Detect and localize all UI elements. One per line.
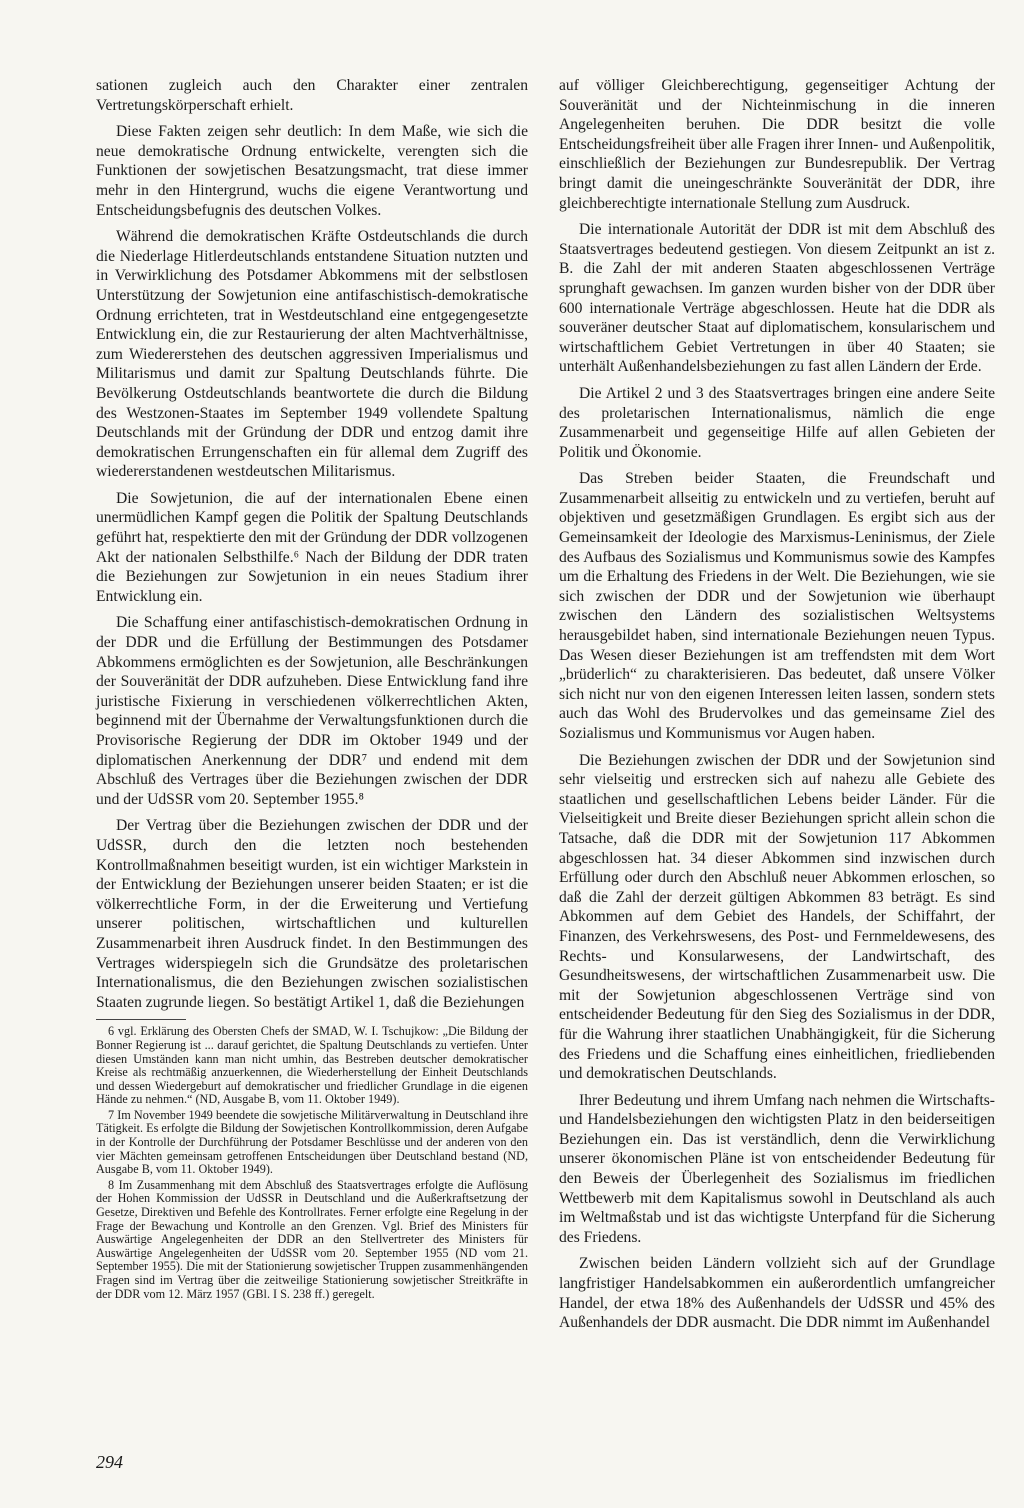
paragraph: Die Sowjetunion, die auf der internationalen Ebene einen unermüdlichen Kampf gegen die Politik der Spaltung Deutschlands geführt hat, respektierte den mit der Gründung der DDR vollzogenen Akt der nationalen Selbsthilfe.⁶ Nach der Bildung der DDR traten die Beziehungen zur Sowjetunion in ein neues Stadium ihrer Entwicklung ein.: [96, 489, 528, 605]
paragraph: Diese Fakten zeigen sehr deutlich: In dem Maße, wie sich die neue demokratische Ordnung entwickelte, verengten sich die Funktionen der sowjetischen Besatzungsmacht, trat diese immer mehr in den Hintergrund, wuchs die eigene Verantwortung und Entscheidungsbefugnis des deutschen Volkes.: [96, 123, 528, 219]
right-column: [559, 76, 995, 1340]
paragraph: Der Vertrag über die Beziehungen zwischen der DDR und der UdSSR, durch den die letzten noch bestehenden Kontrollmaßnahmen beseitigt wurden, ist ein wichtiger Markstein in der Entwicklung der Beziehungen unserer beiden Staaten; er ist die völkerrechtliche Form, in der die Erweiterung und Vertiefung unserer politischen, wirtschaftlichen und kulturellen Zusammenarbeit ihren Ausdruck findet. In den Bestimmungen des Vertrages widerspiegeln sich die Grundsätze des proletarischen Internationalismus, die den Beziehungen zwischen sozialistischen Staaten zugrunde liegen. So bestätigt Artikel 1, daß die Beziehungen: [96, 817, 528, 1011]
footnote: 8 Im Zusammenhang mit dem Abschluß des Staatsvertrages erfolgte die Auflösung der Hohen Kommission der UdSSR in Deutschland und die Außerkraftsetzung der Gesetze, Direktiven und Befehle des Kontrollrates. Ferner erfolgte eine Regelung in der Frage der Bewachung und Kontrolle an den Grenzen. Vgl. Brief des Ministers für Auswärtige Angelegenheiten der DDR an den Stellvertreter des Ministers für Auswärtige Angelegenheiten der UdSSR vom 20. September 1955 (ND vom 21. September 1955). Die mit der Stationierung sowjetischer Truppen zusammenhängenden Fragen sind im Vertrag über die zeitweilige Stationierung sowjetischer Streitkräfte in der DDR vom 12. März 1957 (GBl. I S. 238 ff.) geregelt.: [96, 1177, 528, 1301]
paragraph: auf völliger Gleichberechtigung, gegenseitiger Achtung der Souveränität und der Nichteinmischung in die inneren Angelegenheiten beruhen. Die DDR besitzt die volle Entscheidungsfreiheit über alle Fragen ihrer Innen- und Außenpolitik, einschließlich der Beziehungen zur Bundesrepublik. Der Vertrag bringt damit die uneingeschränkte Souveränität der DDR, ihre gleichberechtigte internationale Stellung zum Ausdruck.: [559, 77, 995, 212]
footnote-separator: [96, 1019, 186, 1020]
paragraph: Während die demokratischen Kräfte Ostdeutschlands die durch die Niederlage Hitlerdeutschlands entstandene Situation nutzten und in Verwirklichung des Potsdamer Abkommens mit der selbstlosen Unterstützung der Sowjetunion eine antifaschistisch-demokratische Ordnung errichteten, trat in Westdeutschland eine entgegengesetzte Entwicklung ein, die zur Restaurierung der alten Machtverhältnisse, zum Wiedererstehen des deutschen aggressiven Imperialismus und Militarismus und damit zur Spaltung Deutschlands führte. Die Bevölkerung Ostdeutschlands beantwortete die durch die Bildung des Westzonen-Staates im September 1949 vollendete Spaltung Deutschlands mit der Gründung der DDR und entzog damit ihre demokratischen Errungenschaften ein für allemal dem Zugriff des wiedererstandenen westdeutschen Militarismus.: [96, 228, 528, 481]
left-column: [96, 76, 528, 1303]
paragraph: Zwischen beiden Ländern vollzieht sich auf der Grundlage langfristiger Handelsabkommen ein außerordentlich umfangreicher Handel, der etwa 18% des Außenhandels der UdSSR und 45% des Außenhandels der DDR ausmacht. Die DDR nimmt im Außenhandel: [559, 1255, 995, 1332]
footnote: 7 Im November 1949 beendete die sowjetische Militärverwaltung in Deutschland ihre Tätigkeit. Es erfolgte die Bildung der Sowjetischen Kontrollkommission, deren Aufgabe in der Kontrolle der Durchführung der Potsdamer Beschlüsse und der anderen von den vier Mächten gemeinsam getroffenen Entscheidungen über Deutschland bestand (ND, Ausgabe B, vom 11. Oktober 1949).: [96, 1107, 528, 1177]
page-number: 294: [96, 1452, 123, 1472]
paragraph: Das Streben beider Staaten, die Freundschaft und Zusammenarbeit allseitig zu entwickeln und zu vertiefen, beruht auf objektiven und gesetzmäßigen Grundlagen. Es ergibt sich aus der Gemeinsamkeit der Ideologie des Marxismus-Leninismus, der Ziele des Aufbaus des Sozialismus und Kommunismus sowie des Kampfes um die Erhaltung des Friedens in der Welt. Die Beziehungen, wie sie sich zwischen der DDR und der Sowjetunion wie überhaupt zwischen den Ländern des sozialistischen Weltsystems herausgebildet haben, sind internationale Beziehungen neuen Typus. Das Wesen dieser Beziehungen ist am treffendsten mit dem Wort „brüderlich“ zu charakterisieren. Das bedeutet, daß unsere Völker sich nicht nur von den eigenen Interessen leiten lassen, sondern stets auch das Wohl des Brudervolkes und das gemeinsame Ziel des Sozialismus und Kommunismus vor Augen haben.: [559, 470, 995, 742]
paragraph: Die Schaffung einer antifaschistisch-demokratischen Ordnung in der DDR und die Erfüllung der Bestimmungen des Potsdamer Abkommens ermöglichten es der Sowjetunion, alle Beschränkungen der Souveränität der DDR aufzuheben. Diese Entwicklung fand ihre juristische Fixierung in verschiedenen völkerrechtlichen Akten, beginnend mit der Übernahme der Verwaltungsfunktionen durch die Provisorische Regierung der DDR im Oktober 1949 und der diplomatischen Anerkennung der DDR⁷ und endend mit dem Abschluß des Vertrages über die Beziehungen zwischen der DDR und der UdSSR vom 20. September 1955.⁸: [96, 614, 528, 808]
footnote: 6 vgl. Erklärung des Obersten Chefs der SMAD, W. I. Tschujkow: „Die Bildung der Bonner Regierung ist ... darauf gerichtet, die Spaltung Deutschlands zu vertiefen. Unter diesen Umständen kann man nicht umhin, das Bestreben deutscher demokratischer Kreise als rechtmäßig anzuerkennen, die Wiederherstellung der Einheit Deutschlands und dessen Wiedergeburt auf demokratischer und friedlicher Grundlage in die eigenen Hände zu nehmen.“ (ND, Ausgabe B, vom 11. Oktober 1949).: [96, 1024, 528, 1107]
paragraph: Die Artikel 2 und 3 des Staatsvertrages bringen eine andere Seite des proletarischen Internationalismus, nämlich die enge Zusammenarbeit und gegenseitige Hilfe auf allen Gebieten der Politik und Ökonomie.: [559, 384, 995, 461]
paragraph: sationen zugleich auch den Charakter einer zentralen Vertretungskörperschaft erhielt.: [96, 77, 528, 114]
paragraph: Die Beziehungen zwischen der DDR und der Sowjetunion sind sehr vielseitig und erstrecken sich auf nahezu alle Gebiete des staatlichen und gesellschaftlichen Lebens beider Länder. Für die Vielseitigkeit und Breite dieser Beziehungen spricht allein schon die Tatsache, daß die DDR mit der Sowjetunion 117 Abkommen abgeschlossen hat. 34 dieser Abkommen sind inzwischen durch Erfüllung oder durch den Abschluß neuer Abkommen erloschen, so daß die Zahl der derzeit gültigen Abkommen 83 beträgt. Es sind Abkommen auf dem Gebiet des Handels, der Schiffahrt, der Finanzen, des Verkehrswesens, des Post- und Fernmeldewesens, des Rechts- und Konsularwesens, der Landwirtschaft, des Gesundheitswesens, der wirtschaftlichen Zusammenarbeit usw. Die mit der Sowjetunion abgeschlossenen Verträge sind von entscheidender Bedeutung für den Sieg des Sozialismus in der DDR, für die Wahrung ihrer staatlichen Unabhängigkeit, für die Sicherung des Friedens und die Schaffung eines einheitlichen, friedliebenden und demokratischen Deutschlands.: [559, 751, 995, 1083]
paragraph: Ihrer Bedeutung und ihrem Umfang nach nehmen die Wirtschafts- und Handelsbeziehungen den wichtigsten Platz in den beiderseitigen Beziehungen ein. Das ist verständlich, denn die Verwirklichung unserer ökonomischen Pläne ist von entscheidender Bedeutung für den Beweis der Überlegenheit des Sozialismus im friedlichen Wettbewerb mit dem Kapitalismus sowohl in Deutschland als auch im Weltmaßstab und ist das wichtigste Unterpfand für die Sicherung des Friedens.: [559, 1091, 995, 1246]
paragraph: Die internationale Autorität der DDR ist mit dem Abschluß des Staatsvertrages bedeutend gestiegen. Von diesem Zeitpunkt an ist z. B. die Zahl der mit anderen Staaten abgeschlossenen Verträge sprunghaft gewachsen. Im ganzen wurden bisher von der DDR über 600 internationale Verträge abgeschlossen. Heute hat die DDR als souveräner deutscher Staat auf diplomatischem, konsularischem und wirtschaftlichem Gebiet Vertretungen in über 40 Staaten; sie unterhält Außenhandelsbeziehungen zu fast allen Ländern der Erde.: [559, 221, 995, 376]
